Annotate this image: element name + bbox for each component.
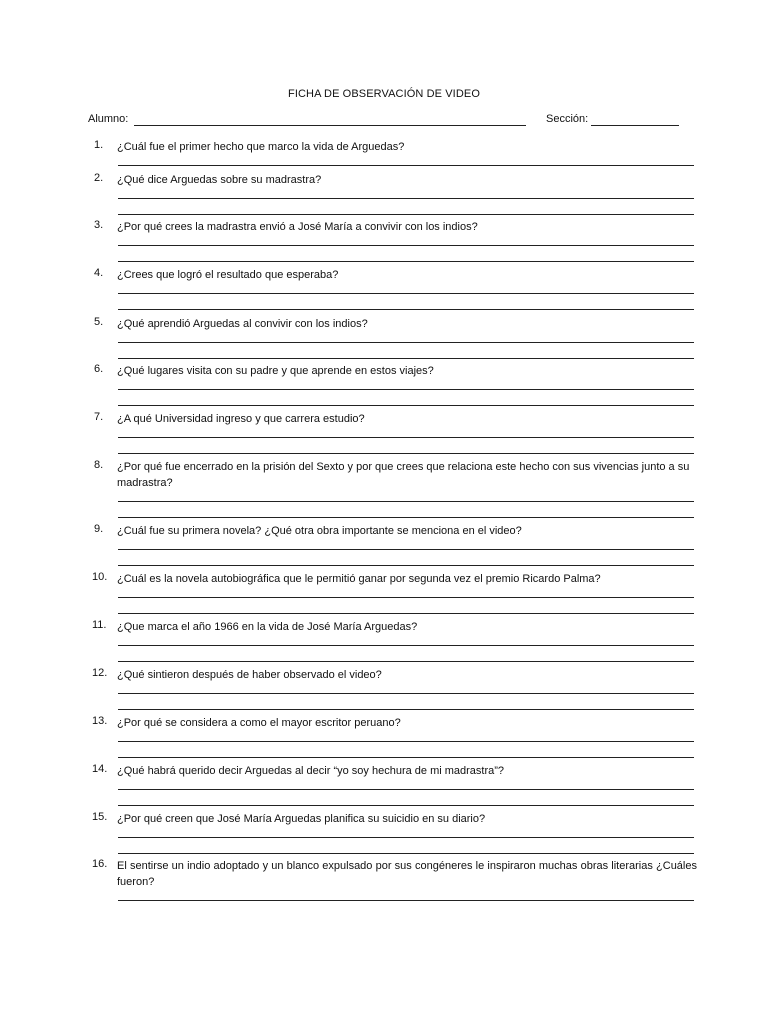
student-name-field[interactable] xyxy=(134,125,526,126)
answer-line[interactable] xyxy=(118,757,694,758)
question-number: 10. xyxy=(92,571,108,583)
answer-line[interactable] xyxy=(118,597,694,598)
answer-line[interactable] xyxy=(118,789,694,790)
answer-line[interactable] xyxy=(118,358,694,359)
question-text: ¿Qué sintieron después de haber observado el video? xyxy=(117,669,382,681)
answer-line[interactable] xyxy=(118,900,694,901)
question-number: 1. xyxy=(94,139,104,151)
question-text: ¿Qué dice Arguedas sobre su madrastra? xyxy=(117,174,322,186)
answer-line[interactable] xyxy=(118,565,694,566)
question-number: 3. xyxy=(94,219,104,231)
answer-line[interactable] xyxy=(118,645,694,646)
question-text: ¿Qué aprendió Arguedas al convivir con los indios? xyxy=(117,318,368,330)
question-text: ¿Crees que logró el resultado que esperaba? xyxy=(117,269,339,281)
answer-line[interactable] xyxy=(118,613,694,614)
answer-line[interactable] xyxy=(118,709,694,710)
answer-line[interactable] xyxy=(118,693,694,694)
answer-line[interactable] xyxy=(118,198,694,199)
answer-line[interactable] xyxy=(118,517,694,518)
question-number: 6. xyxy=(94,363,104,375)
answer-line[interactable] xyxy=(118,165,694,166)
page-title: FICHA DE OBSERVACIÓN DE VIDEO xyxy=(288,88,480,100)
question-number: 2. xyxy=(94,172,104,184)
question-text: ¿Que marca el año 1966 en la vida de José María Arguedas? xyxy=(117,621,418,633)
answer-line[interactable] xyxy=(118,549,694,550)
answer-line[interactable] xyxy=(118,261,694,262)
question-number: 9. xyxy=(94,523,104,535)
answer-line[interactable] xyxy=(118,405,694,406)
question-text: El sentirse un indio adoptado y un blanco expulsado por sus congéneres le inspiraron muchas obras literarias ¿Cuáles fueron? xyxy=(117,860,697,888)
question-text: ¿Por qué creen que José María Arguedas planifica su suicidio en su diario? xyxy=(117,813,486,825)
question-number: 13. xyxy=(92,715,108,727)
question-text: ¿Cuál fue el primer hecho que marco la vida de Arguedas? xyxy=(117,141,405,153)
section-field[interactable] xyxy=(591,125,679,126)
question-number: 15. xyxy=(92,811,108,823)
answer-line[interactable] xyxy=(118,437,694,438)
answer-line[interactable] xyxy=(118,501,694,502)
question-text: ¿Cuál fue su primera novela? ¿Qué otra obra importante se menciona en el video? xyxy=(117,525,522,537)
question-text: ¿Qué habrá querido decir Arguedas al decir “yo soy hechura de mi madrastra”? xyxy=(117,765,505,777)
question-number: 16. xyxy=(92,858,108,870)
question-text: ¿A qué Universidad ingreso y que carrera estudio? xyxy=(117,413,365,425)
question-text: ¿Por qué se considera a como el mayor escritor peruano? xyxy=(117,717,401,729)
answer-line[interactable] xyxy=(118,309,694,310)
answer-line[interactable] xyxy=(118,214,694,215)
answer-line[interactable] xyxy=(118,853,694,854)
answer-line[interactable] xyxy=(118,741,694,742)
question-text: ¿Por qué crees la madrastra envió a José María a convivir con los indios? xyxy=(117,221,478,233)
question-number: 14. xyxy=(92,763,108,775)
question-text: ¿Por qué fue encerrado en la prisión del Sexto y por que crees que relaciona este hecho con sus vivencias junto a su madrastra? xyxy=(117,461,690,489)
answer-line[interactable] xyxy=(118,453,694,454)
question-number: 11. xyxy=(92,619,107,631)
answer-line[interactable] xyxy=(118,342,694,343)
section-label: Sección: xyxy=(546,113,589,125)
answer-line[interactable] xyxy=(118,245,694,246)
answer-line[interactable] xyxy=(118,837,694,838)
question-text: ¿Cuál es la novela autobiográfica que le permitió ganar por segunda vez el premio Ricardo Palma? xyxy=(117,573,601,585)
answer-line[interactable] xyxy=(118,389,694,390)
question-text: ¿Qué lugares visita con su padre y que aprende en estos viajes? xyxy=(117,365,434,377)
question-number: 8. xyxy=(94,459,104,471)
student-info-row xyxy=(88,113,688,129)
answer-line[interactable] xyxy=(118,293,694,294)
answer-line[interactable] xyxy=(118,661,694,662)
question-number: 12. xyxy=(92,667,108,679)
question-number: 7. xyxy=(94,411,104,423)
student-label: Alumno: xyxy=(88,113,129,125)
question-number: 5. xyxy=(94,316,104,328)
answer-line[interactable] xyxy=(118,805,694,806)
question-number: 4. xyxy=(94,267,104,279)
